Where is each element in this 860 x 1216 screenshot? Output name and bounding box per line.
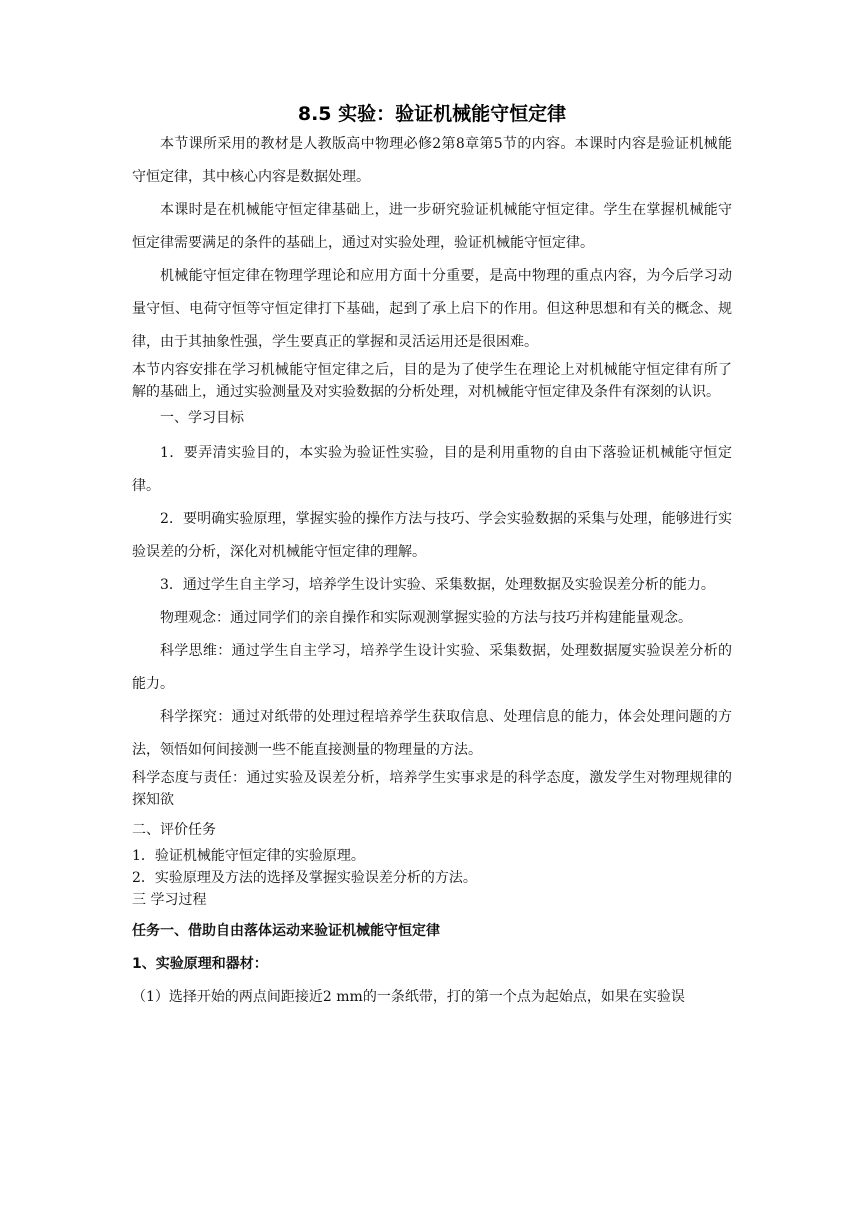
goal-item-2: 2．要明确实验原理，掌握实验的操作方法与技巧、学会实验数据的采集与处理，能够进行实验误差的分析，深化对机械能守恒定律的理解。 [132,511,732,560]
literacy-physics-concept: 物理观念：通过同学们的亲自操作和实际观测掌握实验的方法与技巧并构建能量观念。 [160,610,692,626]
intro-paragraph-2: 本课时是在机械能守恒定律基础上，进一步研究验证机械能守恒定律。学生在掌握机械能守恒定律需要满足的条件的基础上，通过对实验处理，验证机械能守恒定律。 [132,202,732,251]
sub1-heading: 1、实验原理和器材： [132,956,268,972]
section-heading-goals: 一、学习目标 [160,410,244,426]
goal-item-3: 3．通过学生自主学习，培养学生设计实验、采集数据，处理数据及实验误差分析的能力。 [160,577,715,593]
page-title: 8.5 实验：验证机械能守恒定律 [297,103,567,125]
section-heading-process: 三 学习过程 [132,892,207,908]
literacy-scientific-thinking: 科学思维：通过学生自主学习，培养学生设计实验、采集数据，处理数据厦实验误差分析的能力。 [132,643,732,692]
literacy-attitude: 科学态度与责任：通过实验及误差分析，培养学生实事求是的科学态度，激发学生对物理规律的探知欲 [132,770,732,808]
literacy-scientific-inquiry: 科学探究：通过对纸带的处理过程培养学生获取信息、处理信息的能力，体会处理问题的方法，领悟如何间接测一些不能直接测量的物理量的方法。 [132,709,732,758]
document-body [132,100,732,1014]
arrangement-paragraph: 本节内容安排在学习机械能守恒定律之后，目的是为了使学生在理论上对机械能守恒定律有所了解的基础上，通过实验测量及对实验数据的分析处理，对机械能守恒定律及条件有深刻的认识。 [132,362,732,400]
task1-heading: 任务一、借助自由落体运动来验证机械能守恒定律 [132,923,440,939]
intro-paragraph-3: 机械能守恒定律在物理学理论和应用方面十分重要，是高中物理的重点内容，为今后学习动量守恒、电荷守恒等守恒定律打下基础，起到了承上启下的作用。但这种思想和有关的概念、规律，由于其抽象性强，学生要真正的掌握和灵活运用还是很困难。 [132,268,732,350]
task-item-2: 2．实验原理及方法的选择及掌握实验误差分析的方法。 [132,870,477,886]
intro-paragraph-1: 本节课所采用的教材是人教版高中物理必修2第8章第5节的内容。本课时内容是验证机械能守恒定律，其中核心内容是数据处理。 [132,136,732,185]
section-heading-evaluation: 二、评价任务 [132,822,216,838]
goal-item-1: 1．要弄清实验目的，本实验为验证性实验，目的是利用重物的自由下落验证机械能守恒定律。 [132,445,732,494]
sub1-text: （1）选择开始的两点间距接近2 mm的一条纸带，打的第一个点为起始点，如果在实验误 [132,989,685,1005]
task-item-1: 1．验证机械能守恒定律的实验原理。 [132,848,365,864]
